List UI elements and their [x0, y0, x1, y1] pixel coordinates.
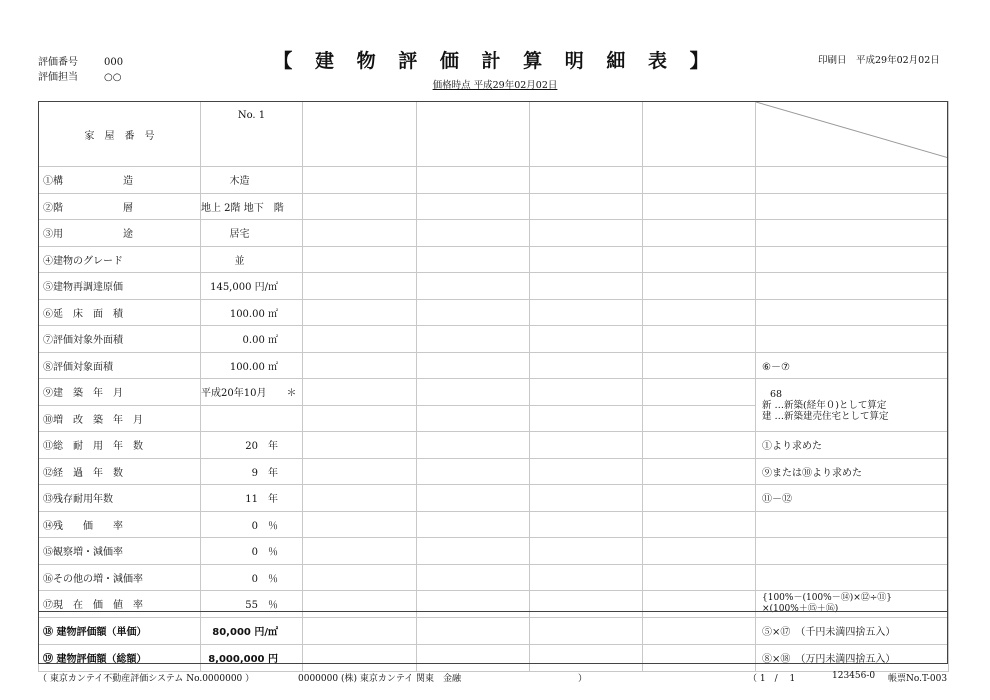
empty-cell [530, 564, 643, 591]
empty-cell [530, 617, 643, 644]
empty-cell [303, 644, 417, 671]
row-label: ②階 層 [43, 202, 133, 214]
row-value: 100.00 ㎡ [229, 361, 278, 373]
row-value-cell [201, 246, 303, 273]
empty-cell [417, 405, 530, 432]
total-divider [38, 611, 948, 612]
empty-cell [643, 167, 756, 194]
table-row [39, 167, 949, 194]
row-value: 0.00 ㎡ [242, 335, 278, 347]
row-value: 11 年 [245, 494, 278, 506]
row-label: ⑥延 床 面 積 [43, 308, 123, 320]
empty-cell [643, 102, 756, 167]
note-cell-value-rate [756, 591, 949, 618]
empty-cell [417, 511, 530, 538]
empty-cell [643, 273, 756, 300]
row-value-cell [201, 273, 303, 300]
empty-cell [303, 591, 417, 618]
empty-cell [303, 485, 417, 512]
empty-cell [417, 326, 530, 353]
note-cell [756, 617, 949, 644]
empty-cell [530, 273, 643, 300]
row-label-cell [39, 617, 201, 644]
empty-cell [643, 220, 756, 247]
row-value: 100.00 ㎡ [229, 308, 278, 320]
row-label: ⑯その他の増・減価率 [43, 573, 143, 585]
empty-cell [530, 379, 643, 406]
row-label: ④建物のグレード [43, 255, 123, 267]
row-label: ⑫経 過 年 数 [43, 467, 123, 479]
row-label: ⑭残 価 率 [43, 520, 123, 532]
row-label: ⑬残存耐用年数 [43, 494, 113, 506]
row-value-cell [201, 405, 303, 432]
empty-cell [643, 511, 756, 538]
row-label: ⑲ 建物評価額（総額） [43, 654, 147, 665]
note-cell [756, 326, 949, 353]
footer-doc-number: 123456-0 [832, 671, 876, 681]
footer-system: （ 東京カンテイ不動産評価システム No.0000000 ） [38, 674, 255, 684]
note-text: ⑤×⑰ （千円未満四捨五入） [762, 627, 896, 638]
house-number-label: 家 屋 番 号 [84, 130, 155, 142]
diagonal-line [756, 102, 949, 158]
row-label-cell [39, 511, 201, 538]
note-cell [756, 485, 949, 512]
table-row [39, 379, 949, 406]
empty-cell [643, 379, 756, 406]
row-value-cell [201, 432, 303, 459]
row-label-cell [39, 591, 201, 618]
empty-cell [530, 538, 643, 565]
empty-cell [303, 405, 417, 432]
empty-cell [530, 432, 643, 459]
empty-cell [417, 485, 530, 512]
empty-cell [303, 246, 417, 273]
empty-cell [417, 102, 530, 167]
empty-cell [643, 458, 756, 485]
note-text: ⑨または⑩より求めた [762, 467, 862, 479]
note-cell [756, 220, 949, 247]
empty-cell [303, 458, 417, 485]
row-value-cell [201, 299, 303, 326]
note-text: ×(100%＋⑮＋⑯) [762, 603, 839, 614]
row-value-cell [201, 220, 303, 247]
empty-cell [530, 511, 643, 538]
row-label: ⑮観察増・減価率 [43, 547, 123, 559]
row-label: ③用 途 [43, 229, 133, 241]
unit-price-row [39, 617, 949, 644]
empty-cell [530, 167, 643, 194]
row-value-cell [201, 167, 303, 194]
row-value: 木造 [229, 176, 250, 188]
empty-cell [643, 617, 756, 644]
row-label: ⑪総 耐 用 年 数 [43, 441, 143, 453]
row-value: 9 年 [251, 467, 278, 479]
row-value-cell [201, 485, 303, 512]
empty-cell [417, 591, 530, 618]
row-label: ⑧評価対象面積 [43, 361, 113, 373]
col1-number: No. 1 [237, 110, 266, 121]
row-value: 0 ％ [251, 520, 278, 532]
note-cell [756, 352, 949, 379]
note-cell [756, 564, 949, 591]
empty-cell [417, 644, 530, 671]
empty-cell [643, 564, 756, 591]
note-cell [756, 458, 949, 485]
row-label: ①構 造 [43, 176, 133, 188]
empty-cell [303, 511, 417, 538]
row-value: 平成20年10月 ＊ [201, 388, 297, 400]
empty-cell [417, 246, 530, 273]
row-value: 地上 2階 地下 階 [201, 202, 284, 214]
empty-cell [530, 458, 643, 485]
footer-page: （ 1 / 1 [748, 674, 796, 684]
row-label: ⑰現 在 価 値 率 [43, 600, 143, 612]
note-cell [756, 511, 949, 538]
note-text: ⑧×⑱ （万円未満四捨五入） [762, 654, 896, 665]
row-label-cell [39, 644, 201, 671]
note-text: 68 [770, 388, 783, 400]
row-value: 居宅 [229, 229, 250, 241]
table-row [39, 591, 949, 618]
row-value-cell [201, 511, 303, 538]
print-date: 印刷日 平成29年02月02日 [818, 55, 940, 66]
row-label-cell [39, 538, 201, 565]
note-cell [756, 644, 949, 671]
empty-cell [643, 432, 756, 459]
eval-staff-label: 評価担当 [38, 72, 78, 83]
price-point-date: 価格時点 平成29年02月02日 [432, 80, 558, 91]
row-value-cell [201, 379, 303, 406]
empty-cell [417, 193, 530, 220]
table-row [39, 299, 949, 326]
empty-cell [303, 167, 417, 194]
empty-cell [530, 405, 643, 432]
empty-cell [303, 220, 417, 247]
empty-cell [643, 326, 756, 353]
note-text: 建 …新築建売住宅として算定 [762, 410, 889, 422]
row-value-cell [201, 458, 303, 485]
empty-cell [530, 102, 643, 167]
note-cell [756, 538, 949, 565]
row-label-cell [39, 432, 201, 459]
row-label-cell [39, 220, 201, 247]
empty-cell [643, 591, 756, 618]
table-row [39, 432, 949, 459]
note-text: ⑥－⑦ [762, 361, 790, 373]
table-row [39, 352, 949, 379]
row-label: ⑩増 改 築 年 月 [43, 414, 143, 426]
note-text: ①より求めた [762, 441, 822, 453]
row-label-cell [39, 352, 201, 379]
empty-cell [530, 591, 643, 618]
empty-cell [417, 167, 530, 194]
row-label-cell [39, 273, 201, 300]
row-label-cell [39, 458, 201, 485]
empty-cell [303, 564, 417, 591]
house-number-label-cell [39, 102, 201, 167]
empty-cell [303, 326, 417, 353]
note-cell-building-year [756, 379, 949, 432]
empty-cell [530, 352, 643, 379]
note-text: 新 …新築(経年０)として算定 [762, 399, 887, 411]
note-text: ⑪－⑫ [762, 494, 792, 506]
empty-cell [530, 220, 643, 247]
row-value: 0 ％ [251, 573, 278, 585]
table-row [39, 511, 949, 538]
table-row [39, 485, 949, 512]
eval-staff-value: ○○ [104, 72, 122, 83]
row-value: 80,000 円/㎡ [212, 627, 278, 638]
row-value-cell [201, 193, 303, 220]
row-value-cell [201, 538, 303, 565]
empty-cell [643, 405, 756, 432]
empty-cell [303, 352, 417, 379]
table-row [39, 564, 949, 591]
table-row [39, 458, 949, 485]
footer-form-number: 帳票No.T-003 [888, 674, 948, 684]
empty-cell [643, 538, 756, 565]
table-row [39, 220, 949, 247]
empty-cell [643, 352, 756, 379]
table-row [39, 538, 949, 565]
empty-cell [303, 432, 417, 459]
empty-cell [417, 352, 530, 379]
row-value: 0 ％ [251, 547, 278, 559]
row-label: ⑦評価対象外面積 [43, 335, 123, 347]
empty-cell [303, 379, 417, 406]
note-cell [756, 299, 949, 326]
empty-cell [643, 644, 756, 671]
empty-cell [530, 644, 643, 671]
row-value-cell [201, 591, 303, 618]
note-text: {100%－(100%－⑭)×⑫÷⑪} [762, 592, 893, 603]
empty-cell [417, 458, 530, 485]
note-cell [756, 193, 949, 220]
row-value-cell [201, 617, 303, 644]
empty-cell [417, 564, 530, 591]
price-point-wrapper [0, 77, 990, 91]
empty-cell [303, 273, 417, 300]
table-row [39, 326, 949, 353]
empty-cell [530, 326, 643, 353]
empty-cell [643, 246, 756, 273]
note-cell [756, 167, 949, 194]
empty-cell [417, 299, 530, 326]
note-cell [756, 273, 949, 300]
row-value: 55 ％ [245, 600, 278, 612]
footer-close-paren: ） [578, 674, 588, 684]
row-label-cell [39, 379, 201, 406]
row-label-cell [39, 167, 201, 194]
empty-cell [417, 220, 530, 247]
row-value-cell [201, 326, 303, 353]
evaluation-table [38, 101, 949, 672]
row-value: 20 年 [245, 441, 278, 453]
table-row [39, 246, 949, 273]
empty-cell [417, 379, 530, 406]
empty-cell [530, 246, 643, 273]
row-label-cell [39, 246, 201, 273]
row-label: ⑱ 建物評価額（単価） [43, 627, 147, 638]
row-value-cell [201, 644, 303, 671]
empty-cell [417, 273, 530, 300]
row-value-cell [201, 564, 303, 591]
empty-cell [643, 485, 756, 512]
empty-cell [643, 193, 756, 220]
row-label: ⑤建物再調達原価 [43, 282, 123, 294]
house-number-row [39, 102, 949, 167]
row-label: ⑨建 築 年 月 [43, 388, 123, 400]
page-title: 【 建 物 評 価 計 算 明 細 表 】 [273, 50, 717, 72]
eval-number-value: 000 [104, 57, 124, 68]
empty-cell [303, 617, 417, 644]
empty-cell [417, 617, 530, 644]
row-label-cell [39, 193, 201, 220]
empty-cell [303, 299, 417, 326]
empty-cell [303, 193, 417, 220]
row-label-cell [39, 485, 201, 512]
note-cell [756, 246, 949, 273]
empty-cell [303, 538, 417, 565]
empty-cell [643, 299, 756, 326]
row-value-cell [201, 352, 303, 379]
empty-cell [530, 485, 643, 512]
eval-number-label: 評価番号 [38, 57, 78, 68]
row-label-cell [39, 299, 201, 326]
row-value: 8,000,000 円 [208, 654, 278, 665]
row-label-cell [39, 326, 201, 353]
footer-company: 0000000 (株) 東京カンテイ 関東 金融 [298, 674, 462, 684]
table-row [39, 273, 949, 300]
note-cell [756, 432, 949, 459]
row-value: 並 [234, 255, 245, 267]
row-label-cell [39, 564, 201, 591]
empty-cell [417, 432, 530, 459]
empty-cell [303, 102, 417, 167]
house-number-col1 [201, 102, 303, 167]
empty-cell [530, 299, 643, 326]
total-price-row [39, 644, 949, 671]
table-row [39, 193, 949, 220]
empty-cell [417, 538, 530, 565]
row-label-cell [39, 405, 201, 432]
row-value: 145,000 円/㎡ [210, 282, 278, 294]
diagonal-cell [756, 102, 949, 167]
empty-cell [530, 193, 643, 220]
